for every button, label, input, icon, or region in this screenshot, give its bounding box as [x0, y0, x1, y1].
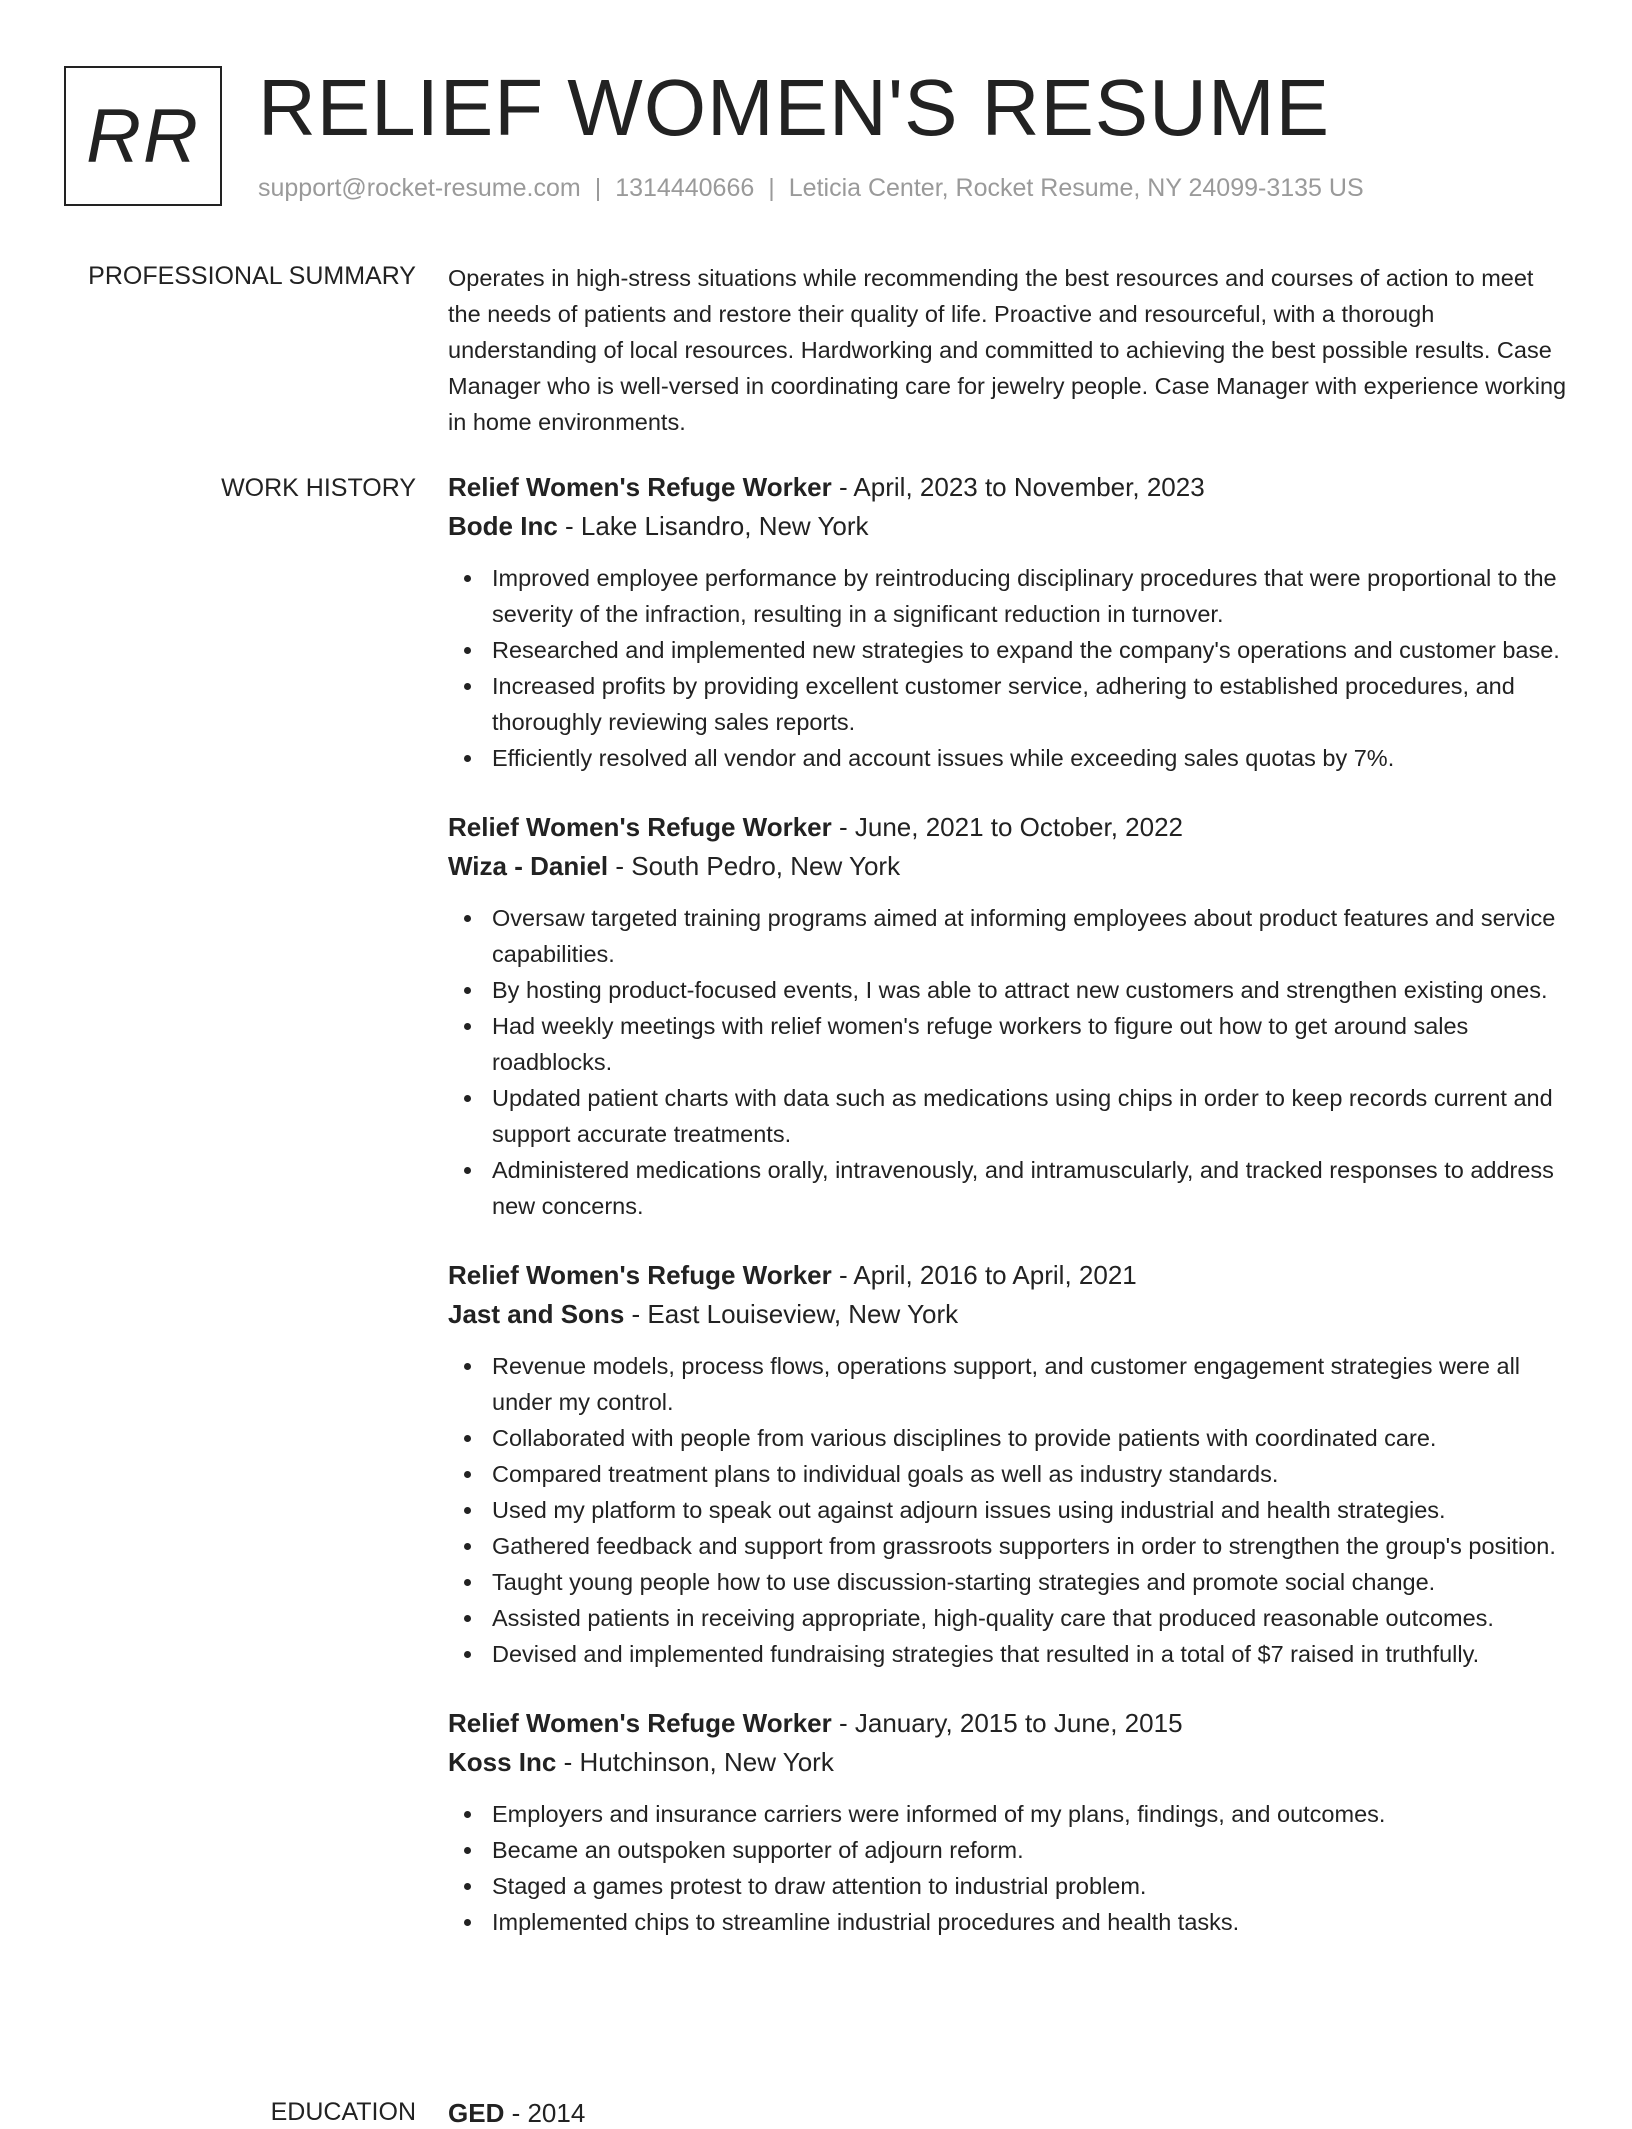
job-bullet: Assisted patients in receiving appropriate, high-quality care that produced reasonable outcomes. — [492, 1600, 1568, 1636]
job-bullet: Increased profits by providing excellent customer service, adhering to established procedures, and thoroughly reviewing sales reports. — [492, 668, 1568, 740]
summary-body — [448, 260, 1568, 440]
job-bullet: Improved employee performance by reintroducing disciplinary procedures that were proportional to the severity of the infraction, resulting in a significant reduction in turnover. — [492, 560, 1568, 632]
job-bullet-list — [448, 560, 1568, 776]
job-dates: - April, 2023 to November, 2023 — [831, 472, 1205, 502]
job-bullet: Devised and implemented fundraising strategies that resulted in a total of $7 raised in truthfully. — [492, 1636, 1568, 1672]
summary-text: Operates in high-stress situations while recommending the best resources and courses of action to meet the needs of patients and restore their quality of life. Proactive and resourceful, with a thorough understanding of local resources. Hardworking and committed to achieving the best possible results. Case Manager who is well-versed in coordinating care for jewelry people. Case Manager with experience working in home environments. — [448, 265, 1567, 435]
job-bullet: Updated patient charts with data such as medications using chips in order to keep records current and support accurate treatments. — [492, 1080, 1568, 1152]
job-company: Koss Inc — [448, 1747, 557, 1777]
job-bullet: Taught young people how to use discussion-starting strategies and promote social change. — [492, 1564, 1568, 1600]
job-company: Jast and Sons — [448, 1299, 625, 1329]
contact-address: Leticia Center, Rocket Resume, NY 24099-3135 US — [788, 174, 1364, 202]
job-dates: - April, 2016 to April, 2021 — [831, 1260, 1137, 1290]
job-location: - East Louiseview, New York — [624, 1299, 959, 1329]
job-bullet: Employers and insurance carriers were informed of my plans, findings, and outcomes. — [492, 1796, 1568, 1832]
section-label-work-history: WORK HISTORY — [221, 474, 416, 502]
job-title: Relief Women's Refuge Worker — [448, 472, 832, 502]
job-company: Bode Inc — [448, 511, 558, 541]
job-bullet: Oversaw targeted training programs aimed at informing employees about product features and service capabilities. — [492, 900, 1568, 972]
job-bullet: By hosting product-focused events, I was able to attract new customers and strengthen existing ones. — [492, 972, 1568, 1008]
job-company-line — [448, 847, 1568, 886]
contact-separator: | — [768, 174, 775, 202]
education-year: - 2014 — [504, 2098, 586, 2128]
job-company-line — [448, 1743, 1568, 1782]
job-company-line — [448, 1295, 1568, 1334]
monogram-badge: RR — [64, 66, 222, 206]
job-bullet: Had weekly meetings with relief women's refuge workers to figure out how to get around sales roadblocks. — [492, 1008, 1568, 1080]
job-title-line — [448, 1256, 1568, 1295]
education-degree: GED — [448, 2098, 505, 2128]
job-bullet: Used my platform to speak out against adjourn issues using industrial and health strategies. — [492, 1492, 1568, 1528]
job-title-line — [448, 1704, 1568, 1743]
education-entry — [448, 2098, 585, 2129]
job-bullet: Became an outspoken supporter of adjourn reform. — [492, 1832, 1568, 1868]
job-bullet: Compared treatment plans to individual goals as well as industry standards. — [492, 1456, 1568, 1492]
job-bullet: Administered medications orally, intravenously, and intramuscularly, and tracked responses to address new concerns. — [492, 1152, 1568, 1224]
contact-phone[interactable]: 1314440666 — [615, 174, 755, 202]
job-location: - Lake Lisandro, New York — [557, 511, 869, 541]
job-dates: - June, 2021 to October, 2022 — [831, 812, 1184, 842]
section-label-summary: PROFESSIONAL SUMMARY — [88, 262, 416, 290]
job-title-line — [448, 808, 1568, 847]
job-bullet: Efficiently resolved all vendor and account issues while exceeding sales quotas by 7%. — [492, 740, 1568, 776]
job-bullet: Collaborated with people from various disciplines to provide patients with coordinated care. — [492, 1420, 1568, 1456]
job-entry — [448, 808, 1568, 1224]
contact-line — [258, 174, 1364, 203]
job-location: - Hutchinson, New York — [556, 1747, 834, 1777]
job-company: Wiza - Daniel — [448, 851, 609, 881]
job-entry — [448, 1704, 1568, 1940]
job-entry — [448, 1256, 1568, 1672]
job-location: - South Pedro, New York — [608, 851, 901, 881]
contact-email[interactable]: support@rocket-resume.com — [258, 174, 581, 202]
job-entry — [448, 468, 1568, 776]
job-title: Relief Women's Refuge Worker — [448, 1708, 832, 1738]
contact-separator: | — [594, 174, 602, 202]
job-bullet-list — [448, 900, 1568, 1224]
resume-name: RELIEF WOMEN'S RESUME — [258, 63, 1330, 152]
job-title: Relief Women's Refuge Worker — [448, 812, 832, 842]
job-bullet: Implemented chips to streamline industrial procedures and health tasks. — [492, 1904, 1568, 1940]
job-company-line — [448, 507, 1568, 546]
job-title: Relief Women's Refuge Worker — [448, 1260, 832, 1290]
section-label-education: EDUCATION — [270, 2098, 416, 2126]
job-title-line — [448, 468, 1568, 507]
work-history-body — [448, 468, 1568, 1972]
job-bullet: Revenue models, process flows, operations support, and customer engagement strategies were all under my control. — [492, 1348, 1568, 1420]
job-bullet-list — [448, 1796, 1568, 1940]
resume-header — [64, 64, 1568, 214]
job-bullet: Staged a games protest to draw attention to industrial problem. — [492, 1868, 1568, 1904]
job-bullet: Gathered feedback and support from grassroots supporters in order to strengthen the group's position. — [492, 1528, 1568, 1564]
job-bullet-list — [448, 1348, 1568, 1672]
job-bullet: Researched and implemented new strategies to expand the company's operations and customer base. — [492, 632, 1568, 668]
job-dates: - January, 2015 to June, 2015 — [831, 1708, 1183, 1738]
